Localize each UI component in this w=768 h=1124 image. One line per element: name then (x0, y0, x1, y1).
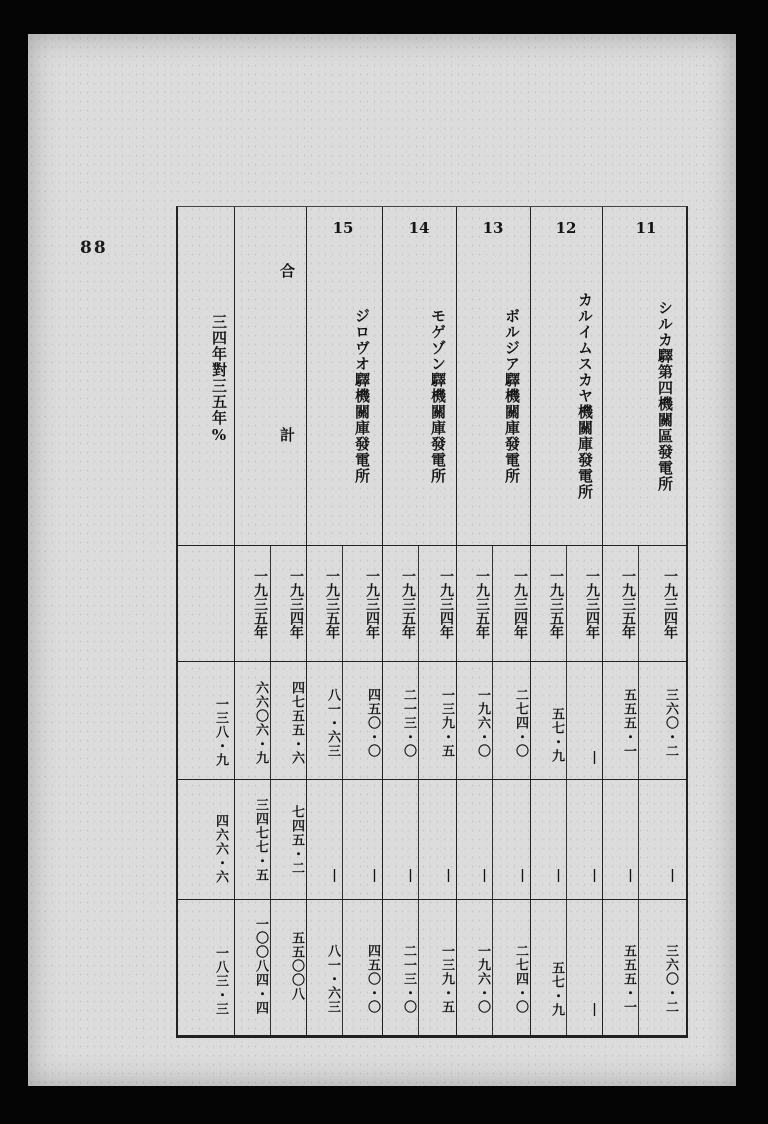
year-divider (270, 545, 271, 1035)
year-divider (638, 545, 639, 1035)
station-name-13: ボルジア驛機關庫發電所 (503, 308, 521, 484)
value-cell: 五五五・一 (621, 688, 636, 758)
row-number-15: 15 (332, 219, 354, 237)
value-cell: | (515, 867, 530, 883)
row-number-13: 13 (482, 219, 504, 237)
value-cell: | (551, 867, 566, 883)
ratio-value: 一三八・九 (213, 697, 228, 767)
value-cell: | (327, 867, 342, 883)
value-cell: 五五〇〇八 (289, 931, 304, 1001)
ratio-label: 三四年對三五年% (210, 313, 228, 445)
value-cell: 二一三・〇 (401, 944, 416, 1014)
value-cell: | (623, 867, 638, 883)
value-cell: 六六〇六・九 (253, 681, 268, 765)
year-divider (566, 545, 567, 1035)
value-cell: | (477, 867, 492, 883)
row-divider (178, 779, 686, 780)
year-header: 一九三五年 (324, 569, 340, 639)
data-table (176, 206, 688, 1038)
year-header: 一九三四年 (364, 569, 380, 639)
col-divider (234, 207, 235, 1035)
col-divider (530, 207, 531, 1035)
value-cell: | (403, 867, 418, 883)
value-cell: 四五〇・〇 (365, 944, 380, 1014)
value-cell: 一三九・五 (439, 944, 454, 1014)
year-header: 一九三五年 (548, 569, 564, 639)
value-cell: 一九六・〇 (475, 688, 490, 758)
value-cell: 八一・六三 (325, 944, 340, 1014)
value-cell: 三四七七・五 (253, 798, 268, 882)
value-cell: 五七・九 (549, 961, 564, 1017)
year-header: 一九三五年 (474, 569, 490, 639)
row-divider (178, 545, 686, 546)
value-cell: 七四五・二 (289, 805, 304, 875)
year-header: 一九三五年 (400, 569, 416, 639)
year-header: 一九三五年 (252, 569, 268, 639)
year-divider (342, 545, 343, 1035)
ratio-value: 一八三・三 (213, 946, 228, 1016)
station-name-15: ジロヴオ驛機關庫發電所 (353, 308, 371, 484)
value-cell: 八一・六三 (325, 688, 340, 758)
value-cell: 四五〇・〇 (365, 688, 380, 758)
row-divider (178, 661, 686, 662)
year-header: 一九三四年 (438, 569, 454, 639)
year-header: 一九三四年 (512, 569, 528, 639)
value-cell: | (587, 867, 602, 883)
value-cell: 二七四・〇 (513, 944, 528, 1014)
value-cell: 二七四・〇 (513, 688, 528, 758)
value-cell: 三六〇・二 (663, 688, 678, 758)
value-cell: 三六〇・二 (663, 944, 678, 1014)
year-header: 一九三四年 (584, 569, 600, 639)
row-number-14: 14 (408, 219, 430, 237)
value-cell: | (665, 867, 680, 883)
col-divider (382, 207, 383, 1035)
total-label: 合 (278, 263, 296, 279)
value-cell: 五五五・一 (621, 944, 636, 1014)
year-header: 一九三四年 (288, 569, 304, 639)
value-cell: | (441, 867, 456, 883)
ratio-value: 四六六・六 (213, 814, 228, 884)
col-divider (602, 207, 603, 1035)
document-page (28, 34, 736, 1086)
year-header: 一九三四年 (662, 569, 678, 639)
value-cell: 一三九・五 (439, 688, 454, 758)
value-cell: 一〇〇八四・四 (253, 917, 268, 1015)
page-number: 88 (80, 238, 108, 258)
row-divider (178, 899, 686, 900)
value-cell: 四七五五・六 (289, 681, 304, 765)
value-cell: | (587, 1001, 602, 1017)
col-divider (456, 207, 457, 1035)
station-name-12: カルイムスカヤ機關庫發電所 (576, 292, 594, 500)
year-divider (418, 545, 419, 1035)
total-label-2: 計 (278, 427, 296, 443)
value-cell: 五七・九 (549, 707, 564, 763)
value-cell: | (587, 749, 602, 765)
value-cell: 二一三・〇 (401, 688, 416, 758)
year-divider (492, 545, 493, 1035)
year-header: 一九三五年 (620, 569, 636, 639)
col-divider (306, 207, 307, 1035)
row-number-11: 11 (635, 219, 657, 237)
station-name-11: シルカ驛第四機關區發電所 (656, 300, 674, 492)
station-name-14: モゲゾン驛機關庫發電所 (429, 308, 447, 484)
value-cell: | (367, 867, 382, 883)
value-cell: 一九六・〇 (475, 944, 490, 1014)
row-number-12: 12 (555, 219, 577, 237)
